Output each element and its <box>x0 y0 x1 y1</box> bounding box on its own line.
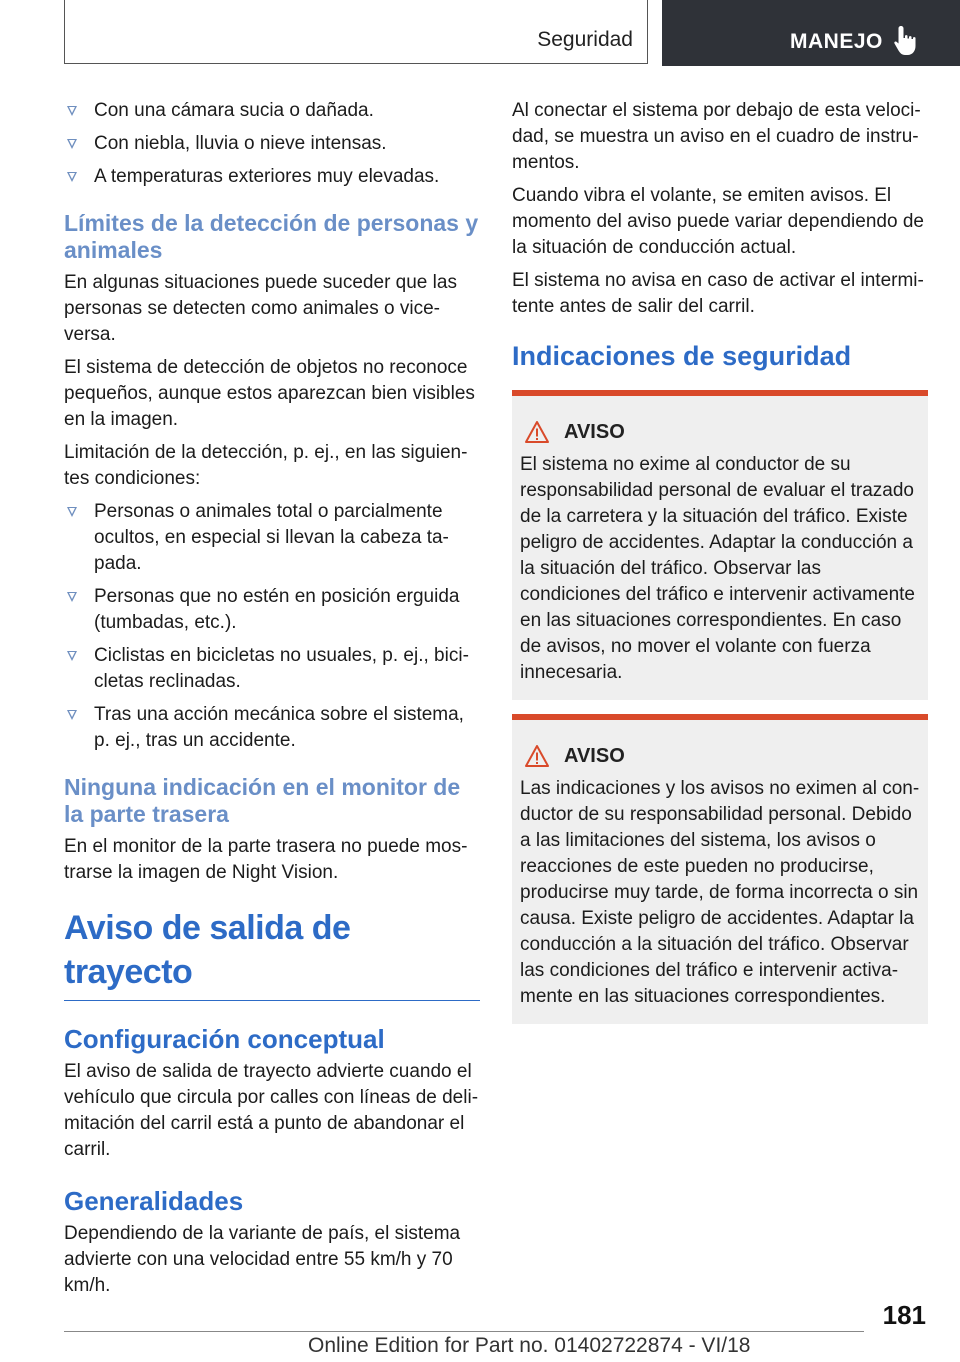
warning-box <box>512 714 928 1024</box>
paragraph: El aviso de salida de trayecto advierte cuando el vehículo que circula por calles con líneas de delimitación del carril está a punto de abandonar el carril. <box>64 1061 479 1160</box>
list-item: Con una cámara sucia o dañada. <box>64 98 480 124</box>
footer-edition: Online Edition for Part no. 01402722874 - VI/18 <box>308 1334 751 1357</box>
warning-label: AVISO <box>564 420 625 443</box>
left-column <box>64 98 480 1306</box>
bullet-triangle-icon <box>67 172 77 182</box>
warning-text: El sistema no exime al conductor de su responsabilidad personal de evaluar el trazado de la carretera y la situación del tráfico. Existe peligro de accidentes. Adaptar la conducción a la situación del tráfico. Observar las condiciones del tráfico e intervenir activamente en las situaciones correspondientes. En caso de avisos, no mover el volante con fuerza innecesaria. <box>520 454 915 683</box>
bullet-triangle-icon <box>67 106 77 116</box>
general-heading: Generalidades <box>64 1186 244 1216</box>
pointing-hand-icon <box>892 24 922 58</box>
list-item: Personas que no estén en posición erguida (tumbadas, etc.). <box>64 584 480 636</box>
paragraph: En el monitor de la parte trasera no puede mostrarse la imagen de Night Vision. <box>64 836 468 883</box>
bullet-triangle-icon <box>67 592 77 602</box>
list-item: Ciclistas en bicicletas no usuales, p. ej., bicicletas reclinadas. <box>64 643 480 695</box>
bullet-triangle-icon <box>67 710 77 720</box>
paragraph: Limitación de la detección, p. ej., en las siguientes condiciones: <box>64 442 468 489</box>
chapter-title: Aviso de salida de trayecto <box>64 906 480 1001</box>
paragraph: Al conectar el sistema por debajo de esta velocidad, se muestra un aviso en el cuadro de instrumentos. <box>512 100 921 173</box>
warning-triangle-icon <box>524 420 550 444</box>
concept-heading: Configuración conceptual <box>64 1024 385 1054</box>
footer-divider <box>64 1331 864 1332</box>
list-item: Con niebla, lluvia o nieve intensas. <box>64 131 480 157</box>
bullet-triangle-icon <box>67 651 77 661</box>
list-item: Tras una acción mecánica sobre el sistema, p. ej., tras un accidente. <box>64 702 480 754</box>
page-number: 181 <box>882 1300 926 1330</box>
monitor-heading: Ninguna indicación en el monitor de la parte trasera <box>64 774 461 827</box>
paragraph: El sistema no avisa en caso de activar el intermitente antes de salir del carril. <box>512 270 924 317</box>
header-chapter-label: MANEJO <box>790 30 883 53</box>
bullet-triangle-icon <box>67 139 77 149</box>
list-item: Personas o animales total o parcialmente ocultos, en especial si llevan la cabeza tapada. <box>64 499 480 577</box>
limits-heading: Límites de la detección de personas y animales <box>64 210 479 263</box>
warning-triangle-icon <box>524 744 550 768</box>
header-section-title: Seguridad <box>537 28 633 51</box>
safety-heading: Indicaciones de seguridad <box>512 341 852 371</box>
warning-label: AVISO <box>564 744 625 767</box>
right-column <box>512 98 928 1038</box>
warning-box <box>512 390 928 700</box>
header-chapter-tab <box>662 0 960 66</box>
bullet-triangle-icon <box>67 507 77 517</box>
paragraph: En algunas situaciones puede suceder que las personas se detecten como animales o viceversa. <box>64 272 457 345</box>
paragraph: El sistema de detección de objetos no reconoce pequeños, aunque estos aparezcan bien visibles en la imagen. <box>64 357 475 430</box>
paragraph: Dependiendo de la variante de país, el sistema advierte con una velocidad entre 55 km/h y 70 km/h. <box>64 1223 461 1296</box>
paragraph: Cuando vibra el volante, se emiten avisos. El momento del aviso puede variar dependiendo de la situación de conducción actual. <box>512 185 924 258</box>
header-section-box <box>64 0 648 64</box>
list-item: A temperaturas exteriores muy elevadas. <box>64 164 480 190</box>
warning-text: Las indicaciones y los avisos no eximen al conductor de su responsabilidad personal. Debido a las limitaciones del sistema, los avisos o reacciones de este pueden no producirse, producirse muy tarde, de forma incorrecta o sin causa. Existe peligro de accidentes. Adaptar la conducción a la situación del tráfico. Observar las condiciones del tráfico e intervenir activamente en las situaciones correspondientes. <box>520 778 920 1007</box>
